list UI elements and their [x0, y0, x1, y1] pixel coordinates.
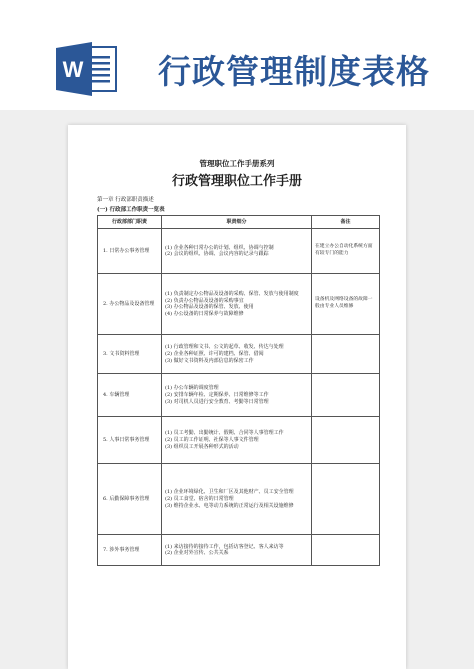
column-header: 行政部部门职责 — [98, 216, 162, 229]
duty-item: (3) 对司机人员进行安全教育、考勤等日常管理 — [165, 398, 269, 405]
column-header: 备注 — [312, 216, 380, 229]
remark-cell — [312, 464, 380, 535]
remark-cell — [312, 335, 380, 374]
duty-detail-cell — [162, 335, 312, 374]
duty-item: (2) 企业各种证照、许可的建档、保管、借阅 — [165, 350, 264, 357]
duty-detail-cell — [162, 464, 312, 535]
duty-item: (1) 办公车辆的调度管理 — [165, 385, 219, 392]
table-row — [98, 335, 380, 374]
table-row — [98, 417, 380, 464]
document-page — [68, 125, 406, 669]
document-title: 行政管理职位工作手册 — [171, 174, 302, 189]
duty-item: (2) 会议的组织、协调、会议内容的记录与跟踪 — [165, 251, 269, 258]
duty-detail-cell — [162, 229, 312, 274]
duty-detail-cell — [162, 274, 312, 335]
duty-item: (1) 负责制定办公物品及设备的采购、保管、发放与使用制度 — [165, 290, 299, 297]
section-heading: (一) 行政部工作职责一览表 — [97, 207, 165, 213]
duty-item: (1) 企业各种日常办公的计划、组织、协调与控制 — [165, 244, 274, 251]
remark-cell — [312, 535, 380, 566]
remark-cell — [312, 417, 380, 464]
department-duty-cell: 7. 涉外事务管理 — [98, 535, 162, 566]
duty-item: (1) 来访接待的接待工作，包括访客登记、客人来访等 — [165, 543, 284, 550]
table-row — [98, 229, 380, 274]
duty-item: (2) 负责办公物品及设备的采购事宜 — [165, 297, 244, 304]
duty-item: (1) 行政管理和文书、公文的起草、收发、传达与处理 — [165, 344, 284, 351]
duty-detail-cell — [162, 535, 312, 566]
table-header-row — [98, 216, 380, 229]
department-duty-cell: 1. 日常办公事务管理 — [98, 229, 162, 274]
duty-item: (2) 员工食堂、宿舍的日常管理 — [165, 495, 234, 502]
department-duty-cell: 6. 后勤保障事务管理 — [98, 464, 162, 535]
duty-item: (4) 办公设备的日常保养与故障维修 — [165, 311, 244, 317]
duty-item: (2) 企业对外宣传、公共关系 — [165, 550, 229, 557]
chapter-heading: 第一章 行政部职责描述 — [97, 197, 154, 203]
duty-detail-cell — [162, 417, 312, 464]
department-duty-cell: 3. 文书资料管理 — [98, 335, 162, 374]
duty-item: (1) 企业环境绿化、卫生和厂区及其他财产、员工安全管理 — [165, 489, 294, 496]
duty-item: (3) 组织员工开展各种形式的活动 — [165, 443, 239, 450]
table-row — [98, 374, 380, 417]
remark-cell: 设备机及网络设备的故障一般由专业人员维修 — [312, 274, 380, 335]
table-row — [98, 464, 380, 535]
remark-cell: 在建立办公自动化系统方面有较专门的能力 — [312, 229, 380, 274]
duty-item: (2) 员工的工作证明、社保等人事文件管理 — [165, 436, 259, 443]
remark-cell — [312, 374, 380, 417]
duty-item: (1) 员工考勤、出勤统计、假期、合同等人事管理工作 — [165, 430, 284, 437]
duty-table — [97, 215, 380, 566]
duty-item: (3) 办公物品及设备的保管、发放、使用 — [165, 304, 254, 311]
table-row — [98, 535, 380, 566]
department-duty-cell: 4. 车辆管理 — [98, 374, 162, 417]
page-title: 行政管理制度表格 — [158, 52, 430, 91]
column-header: 职责细分 — [162, 216, 312, 229]
department-duty-cell: 2. 办公物品及设备管理 — [98, 274, 162, 335]
table-row — [98, 274, 380, 335]
duty-item: (3) 做好文书资料及内部信息的保密工作 — [165, 357, 254, 364]
duty-item: (3) 维持企业水、电等动力系统的正常运行及相关设施维修 — [165, 502, 294, 509]
header-banner — [0, 0, 474, 110]
duty-detail-cell — [162, 374, 312, 417]
word-icon — [56, 42, 118, 96]
document-series: 管理职位工作手册系列 — [199, 159, 275, 168]
department-duty-cell: 5. 人事日常事务管理 — [98, 417, 162, 464]
duty-item: (2) 安排车辆年检、定期保养、日常维修等工作 — [165, 391, 269, 398]
svg-text:W: W — [62, 57, 84, 82]
